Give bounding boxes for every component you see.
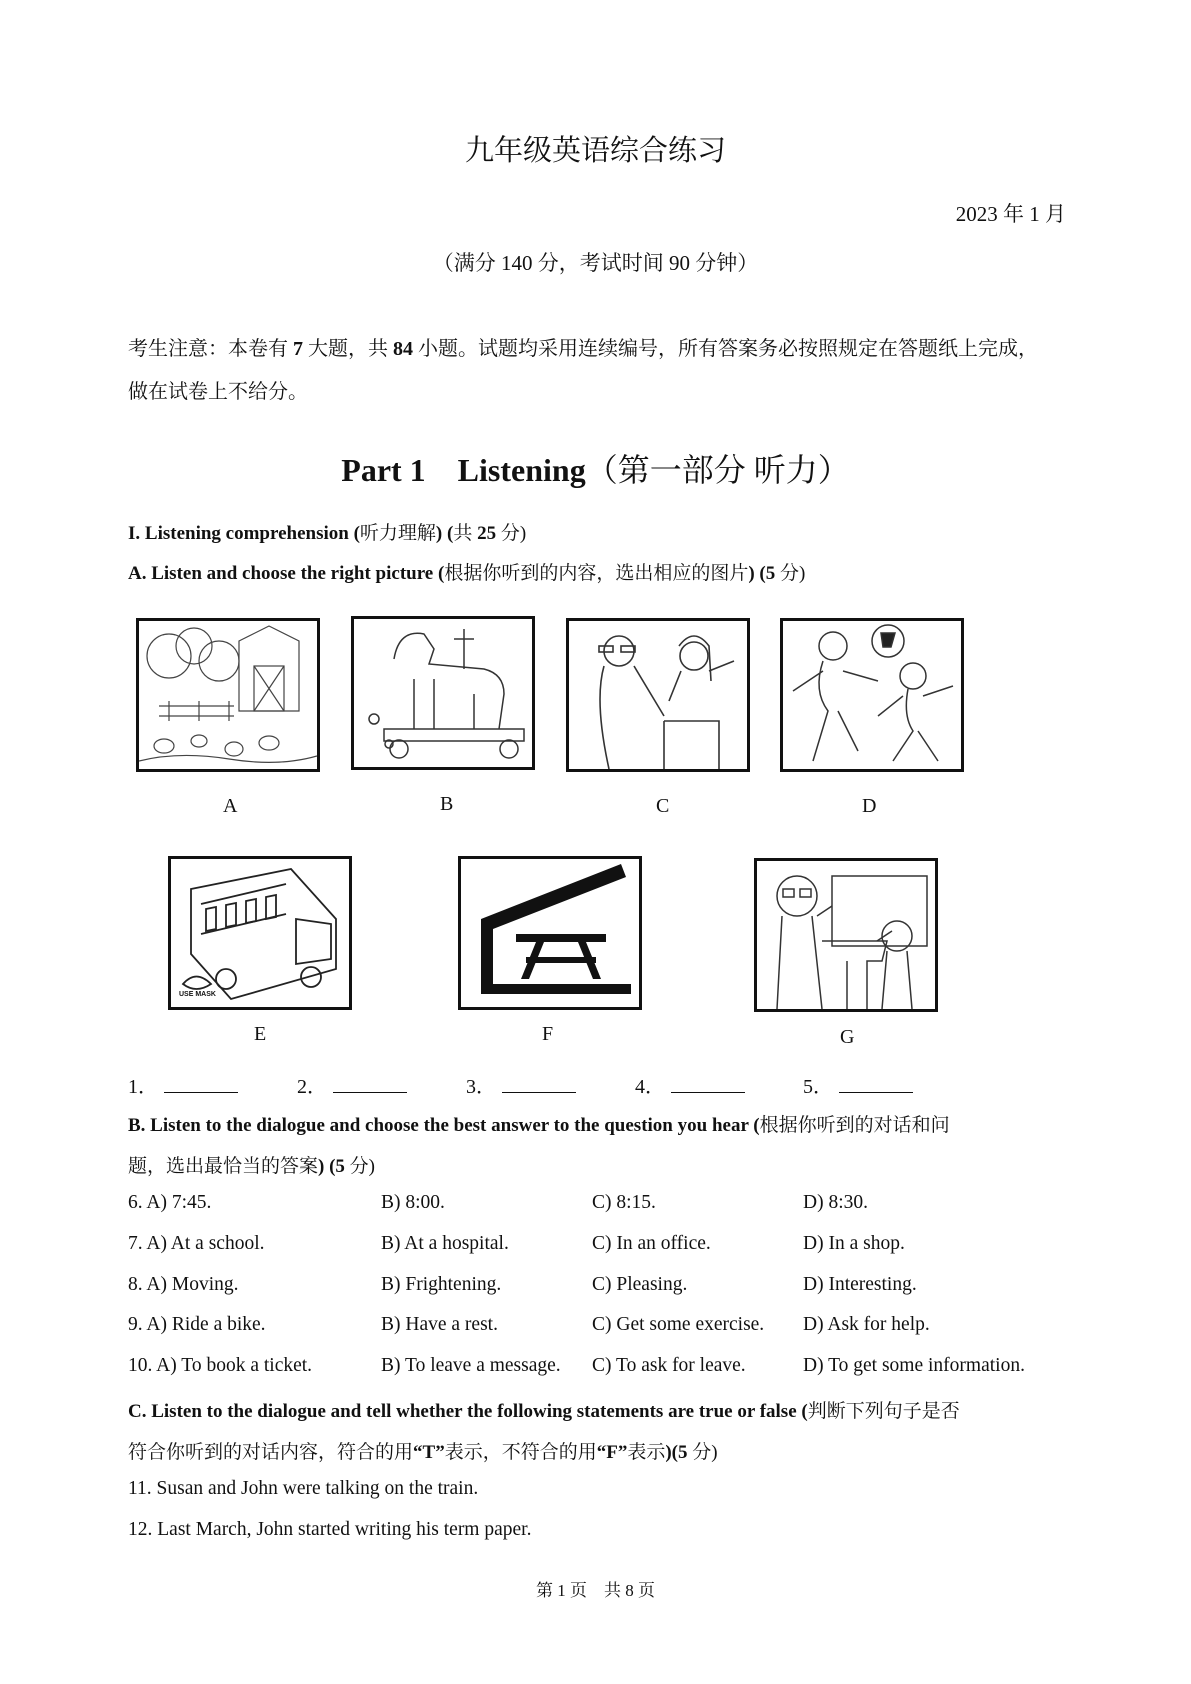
heading-text: I. Listening comprehension ( [128,523,360,544]
picture-label-b: B [440,793,454,815]
notice-text: 做在试卷上不给分。 [128,381,308,403]
answer-blank-2[interactable] [297,1070,407,1099]
option-c[interactable]: C) 8:15. [592,1192,656,1213]
blank-line[interactable] [671,1074,745,1093]
heading-text: 25 [477,523,497,544]
heading-text: ) ( [748,563,766,584]
heading-text: 分) [344,1156,375,1177]
statement-12: 12. Last March, John started writing his term paper. [128,1519,532,1540]
option-b[interactable]: B) At a hospital. [381,1233,509,1254]
heading-text: ) ( [318,1156,336,1177]
heading-text: 分) [496,523,527,544]
option-c[interactable]: C) Pleasing. [592,1274,688,1295]
option-d[interactable]: D) To get some information. [803,1355,1025,1376]
answer-blank-4[interactable] [635,1070,745,1099]
score-info: （满分 140 分，考试时间 90 分钟） [432,251,759,275]
pic-e-caption: USE MASK [179,991,216,998]
page-footer: 第 1 页 共 8 页 [536,1581,655,1600]
option-d[interactable]: D) 8:30. [803,1192,868,1213]
blank-number: 5． [803,1076,833,1098]
blank-line[interactable] [839,1074,913,1093]
blank-line[interactable] [502,1074,576,1093]
option-d[interactable]: D) In a shop. [803,1233,905,1254]
heading-text: 分) [687,1442,718,1463]
picture-label-a: A [223,795,238,817]
part-heading-en: Part 1 Listening [341,452,586,488]
picture-label-c: C [656,795,670,817]
answer-blank-1[interactable] [128,1070,238,1099]
heading-text: 共 [453,523,478,544]
picture-e [168,856,352,1010]
option-d[interactable]: D) Interesting. [803,1274,917,1295]
heading-text: “T” [413,1442,445,1463]
option-c[interactable]: C) In an office. [592,1233,711,1254]
football-players-icon [783,621,961,769]
blank-number: 4． [635,1076,665,1098]
section-heading-C [128,1396,960,1423]
trojan-horse-icon [354,619,532,767]
option-b[interactable]: B) Frightening. [381,1274,502,1295]
section-heading-C-cont [128,1437,718,1464]
option-a[interactable]: 9. A) Ride a bike. [128,1314,266,1335]
doctor-patient-icon [569,621,747,769]
picture-label-e: E [254,1023,267,1045]
farm-scene-icon [139,621,317,769]
part-heading [0,445,1191,491]
picture-d [780,618,964,772]
option-c[interactable]: C) To ask for leave. [592,1355,746,1376]
page-title: 九年级英语综合练习 [464,135,726,167]
option-d[interactable]: D) Ask for help. [803,1314,930,1335]
heading-text: 符合你听到的对话内容，符合的用 [128,1442,414,1463]
notice-text: 考生注意：本卷有 [128,338,293,360]
picnic-shelter-icon [461,859,639,1007]
option-a[interactable]: 8. A) Moving. [128,1274,239,1295]
heading-text: 根据你听到的内容，选出相应的图片 [444,563,749,584]
picture-c [566,618,750,772]
exam-notice [128,328,1078,414]
blank-number: 3． [466,1076,496,1098]
heading-text: “F” [596,1442,628,1463]
exam-date: 2023 年 1 月 [955,202,1066,226]
notice-text: 小题。试题均采用连续编号，所有答案务必按照规定在答题纸上完成， [413,338,1038,360]
statement-11: 11. Susan and John were talking on the train. [128,1478,479,1499]
picture-label-d: D [862,795,877,817]
option-c[interactable]: C) Get some exercise. [592,1314,765,1335]
picture-f [458,856,642,1010]
bus-mask-icon [171,859,349,1007]
grandpa-child-brushing-icon [757,861,935,1009]
option-b[interactable]: B) 8:00. [381,1192,445,1213]
section-heading-A [128,558,805,585]
notice-parts-count: 7 [293,338,303,360]
heading-text: 分) [775,563,806,584]
blank-line[interactable] [333,1074,407,1093]
answer-blank-5[interactable] [803,1070,913,1099]
blank-number: 2． [297,1076,327,1098]
picture-label-f: F [542,1023,554,1045]
heading-text: 表示 [627,1442,666,1463]
section-heading-B-cont [128,1151,375,1178]
part-heading-cn: （第一部分 听力） [585,452,850,488]
option-a[interactable]: 6. A) 7:45. [128,1192,212,1213]
heading-text: 根据你听到的对话和问 [759,1115,950,1136]
option-b[interactable]: B) To leave a message. [381,1355,561,1376]
picture-label-g: G [840,1026,855,1048]
notice-questions-count: 84 [393,338,413,360]
heading-text: 判断下列句子是否 [807,1401,960,1422]
picture-a [136,618,320,772]
blank-number: 1． [128,1076,158,1098]
option-b[interactable]: B) Have a rest. [381,1314,498,1335]
heading-text: A. Listen and choose the right picture ( [128,563,445,584]
heading-text: )(5 [665,1442,688,1463]
heading-text: 表示，不符合的用 [444,1442,597,1463]
heading-text: 题，选出最恰当的答案 [128,1156,319,1177]
option-a[interactable]: 7. A) At a school. [128,1233,265,1254]
notice-text: 大题，共 [303,338,393,360]
heading-text: 5 [335,1156,345,1177]
blank-line[interactable] [164,1074,238,1093]
heading-text: B. Listen to the dialogue and choose the best answer to the question you hear ( [128,1115,760,1136]
answer-blank-3[interactable] [466,1070,576,1099]
picture-b [351,616,535,770]
option-a[interactable]: 10. A) To book a ticket. [128,1355,313,1376]
picture-g [754,858,938,1012]
heading-text: 听力理解 [359,523,436,544]
heading-text: 5 [765,563,776,584]
section-heading-I [128,518,526,545]
heading-text: ) ( [435,523,454,544]
section-heading-B [128,1110,950,1137]
heading-text: C. Listen to the dialogue and tell whether the following statements are true or false ( [128,1401,808,1422]
